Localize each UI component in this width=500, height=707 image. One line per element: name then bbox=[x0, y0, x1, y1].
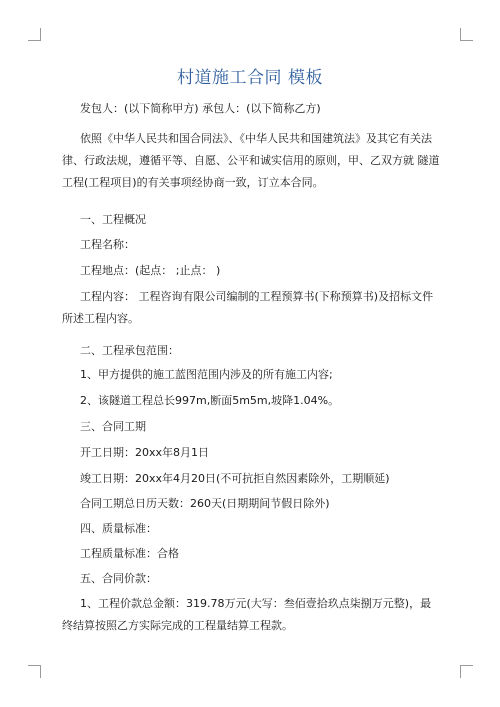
completion-date-line: 竣工日期：20xx年4月20日(不可抗拒自然因素除外，工期顺延) bbox=[80, 472, 390, 485]
scope-item-2: 2、该隧道工程总长997m,断面5m5m,坡降1.04%。 bbox=[80, 394, 340, 407]
quality-standard-line: 工程质量标准：合格 bbox=[80, 547, 179, 560]
section-5-heading: 五、合同价款： bbox=[80, 572, 157, 585]
crop-mark-bottom-left bbox=[28, 665, 41, 678]
section-3-heading: 三、合同工期 bbox=[80, 420, 146, 433]
start-date-line: 开工日期：20xx年8月1日 bbox=[80, 446, 210, 459]
crop-mark-bottom-right bbox=[460, 665, 473, 678]
price-paragraph: 1、工程价款总金额：319.78万元(大写：叁佰壹拾玖点柒捌万元整)，最终结算按照乙方实际完成的工程量结算工程款。 bbox=[62, 597, 432, 632]
project-name-line: 工程名称： bbox=[80, 238, 135, 251]
project-location-line: 工程地点：(起点： ;止点： ) bbox=[80, 264, 221, 277]
scope-item-1: 1、甲方提供的施工蓝图范围内涉及的所有施工内容; bbox=[80, 368, 333, 381]
project-content-paragraph: 工程内容： 工程咨询有限公司编制的工程预算书(下称预算书)及招标文件所述工程内容。 bbox=[62, 290, 434, 325]
crop-mark-top-left bbox=[28, 28, 41, 41]
section-1-heading: 一、工程概况 bbox=[80, 213, 146, 226]
parties-line: 发包人：(以下简称甲方) 承包人：(以下简称乙方) bbox=[80, 102, 321, 115]
document-title: 村道施工合同 模板 bbox=[177, 68, 323, 88]
section-4-heading: 四、质量标准： bbox=[80, 522, 157, 535]
total-duration-line: 合同工期总日历天数：260天(日期期间节假日除外) bbox=[80, 497, 330, 510]
section-2-heading: 二、工程承包范围： bbox=[80, 344, 179, 357]
preamble-paragraph: 依照《中华人民共和国合同法》、《中华人民共和国建筑法》及其它有关法律、行政法规，遵循平等、自愿、公平和诚实信用的原则，甲、乙双方就 隧道工程(工程项目)的有关事项经协商一致，订立本合同。 bbox=[62, 132, 440, 189]
crop-mark-top-right bbox=[460, 28, 473, 41]
